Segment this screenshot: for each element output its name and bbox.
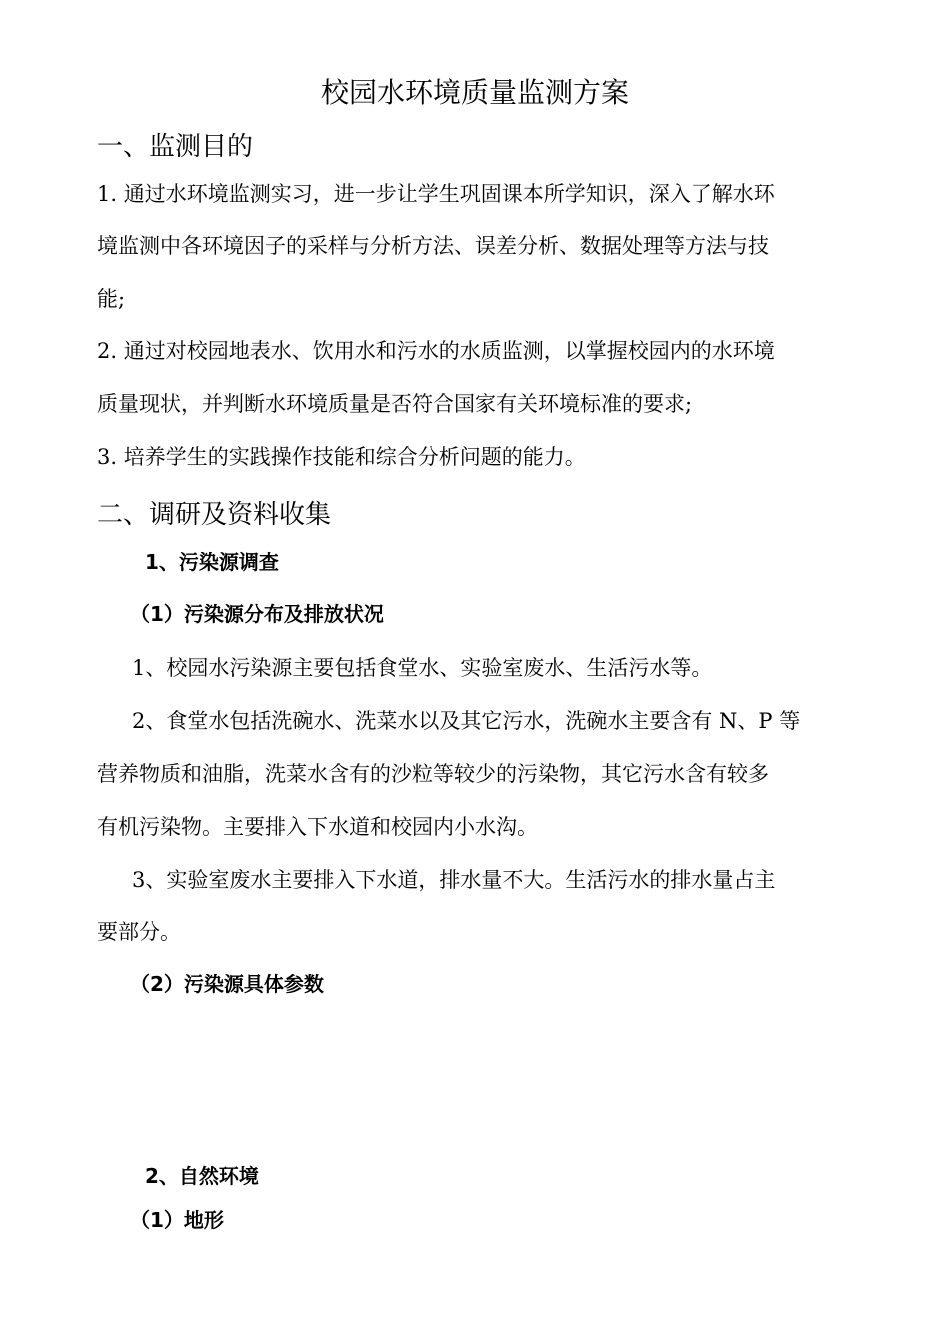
paragraph-line: 1. 通过水环境监测实习，进一步让学生巩固课本所学知识，深入了解水环 [97,182,775,206]
document-title: 校园水环境质量监测方案 [320,76,629,109]
section-heading-purpose: 一、监测目的 [97,132,254,162]
section-heading-research: 二、调研及资料收集 [97,500,332,530]
subheading-pollution-distribution: （1）污染源分布及排放状况 [130,602,384,626]
paragraph-line: 2. 通过对校园地表水、饮用水和污水的水质监测，以掌握校园内的水环境 [97,339,775,363]
paragraph-line: 质量现状，并判断水环境质量是否符合国家有关环境标准的要求; [97,392,693,416]
paragraph-line: 3. 培养学生的实践操作技能和综合分析问题的能力。 [97,445,586,469]
paragraph-line: 2、食堂水包括洗碗水、洗菜水以及其它污水，洗碗水主要含有 N、P 等 [132,709,801,733]
paragraph-line: 有机污染物。主要排入下水道和校园内小水沟。 [97,815,538,839]
paragraph-line: 能; [97,287,126,311]
subheading-terrain: （1）地形 [130,1208,224,1232]
paragraph-line: 3、实验室废水主要排入下水道，排水量不大。生活污水的排水量占主 [132,868,776,892]
subheading-natural-environment: 2、自然环境 [145,1164,259,1188]
subheading-pollution-survey: 1、污染源调查 [145,550,279,574]
subheading-pollution-parameters: （2）污染源具体参数 [130,972,324,996]
paragraph-line: 要部分。 [97,920,181,944]
paragraph-line: 营养物质和油脂，洗菜水含有的沙粒等较少的污染物，其它污水含有较多 [97,762,769,786]
paragraph-line: 1、校园水污染源主要包括食堂水、实验室废水、生活污水等。 [132,656,713,680]
paragraph-line: 境监测中各环境因子的采样与分析方法、误差分析、数据处理等方法与技 [97,234,769,258]
